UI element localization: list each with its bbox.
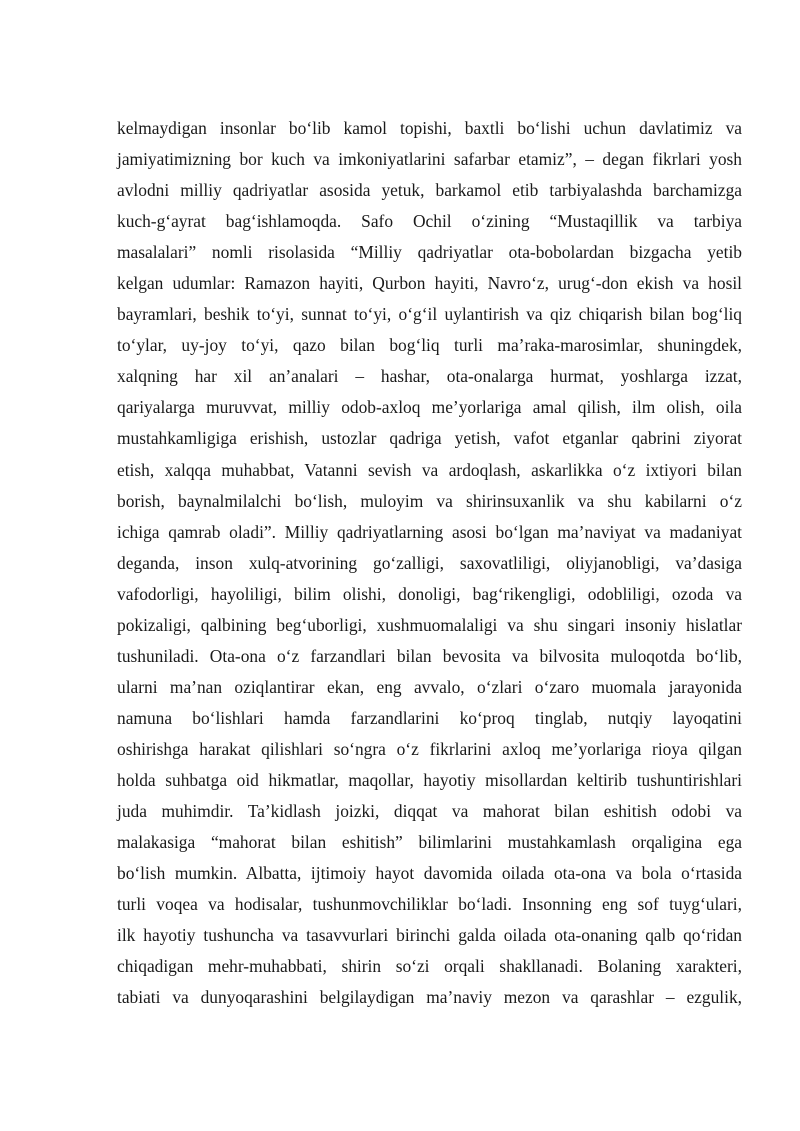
body-paragraph	[117, 113, 742, 1013]
text-line: bo‘lish mumkin. Albatta, ijtimoiy hayot davomida oilada ota-ona va bola o‘rtasida	[117, 863, 742, 884]
text-line: jamiyatimizning bor kuch va imkoniyatlarini safarbar etamiz”, – degan fikrlari yosh	[117, 149, 742, 170]
text-line: ichiga qamrab oladi”. Milliy qadriyatlarning asosi bo‘lgan ma’naviyat va madaniyat	[117, 521, 742, 542]
text-line: holda suhbatga oid hikmatlar, maqollar, hayotiy misollardan keltirib tushuntirishlari	[117, 769, 742, 790]
text-line: kuch-g‘ayrat bag‘ishlamoqda. Safo Ochil o‘zining “Mustaqillik va tarbiya	[117, 211, 742, 232]
text-line: oshirishga harakat qilishlari so‘ngra o‘z fikrlarini axloq me’yorlariga rioya qilgan	[117, 738, 742, 759]
text-line: qariyalarga muruvvat, milliy odob-axloq me’yorlariga amal qilish, ilm olish, oila	[117, 397, 742, 418]
text-line: xalqning har xil an’analari – hashar, ota-onalarga hurmat, yoshlarga izzat,	[117, 366, 742, 387]
text-line: tushuniladi. Ota-ona o‘z farzandlari bilan bevosita va bilvosita muloqotda bo‘lib,	[117, 645, 742, 666]
text-line: borish, baynalmilalchi bo‘lish, muloyim va shirinsuxanlik va shu kabilarni o‘z	[117, 490, 742, 511]
text-line: juda muhimdir. Ta’kidlash joizki, diqqat va mahorat bilan eshitish odobi va	[117, 801, 742, 822]
text-line: chiqadigan mehr-muhabbati, shirin so‘zi orqali shakllanadi. Bolaning xarakteri,	[117, 956, 742, 977]
text-line: pokizaligi, qalbining beg‘uborligi, xushmuomalaligi va shu singari insoniy hislatlar	[117, 614, 742, 635]
text-line: to‘ylar, uy-joy to‘yi, qazo bilan bog‘liq turli ma’raka-marosimlar, shuningdek,	[117, 335, 742, 356]
text-line: turli voqea va hodisalar, tushunmovchiliklar bo‘ladi. Insonning eng sof tuyg‘ulari,	[117, 894, 742, 915]
text-line: namuna bo‘lishlari hamda farzandlarini ko‘proq tinglab, nutqiy layoqatini	[117, 707, 742, 728]
text-line: bayramlari, beshik to‘yi, sunnat to‘yi, o‘g‘il uylantirish va qiz chiqarish bilan bog‘liq	[117, 304, 742, 325]
text-line: ilk hayotiy tushuncha va tasavvurlari birinchi galda oilada ota-onaning qalb qo‘ridan	[117, 925, 742, 946]
text-line: vafodorligi, hayoliligi, bilim olishi, donoligi, bag‘rikengligi, odobliligi, ozoda va	[117, 583, 742, 604]
text-line: deganda, inson xulq-atvorining go‘zalligi, saxovatliligi, oliyjanobligi, va’dasiga	[117, 552, 742, 573]
text-line: malakasiga “mahorat bilan eshitish” bilimlarini mustahkamlash orqaligina ega	[117, 832, 742, 853]
text-line: kelgan udumlar: Ramazon hayiti, Qurbon hayiti, Navro‘z, urug‘-don ekish va hosil	[117, 273, 742, 294]
text-line: mustahkamligiga erishish, ustozlar qadriga yetish, vafot etganlar qabrini ziyorat	[117, 428, 742, 449]
text-line: tabiati va dunyoqarashini belgilaydigan ma’naviy mezon va qarashlar – ezgulik,	[117, 987, 742, 1008]
text-line: etish, xalqqa muhabbat, Vatanni sevish va ardoqlash, askarlikka o‘z ixtiyori bilan	[117, 459, 742, 480]
text-line: avlodni milliy qadriyatlar asosida yetuk, barkamol etib tarbiyalashda barchamizga	[117, 180, 742, 201]
text-line: kelmaydigan insonlar bo‘lib kamol topishi, baxtli bo‘lishi uchun davlatimiz va	[117, 118, 742, 138]
text-line: masalalari” nomli risolasida “Milliy qadriyatlar ota-bobolardan bizgacha yetib	[117, 242, 742, 263]
text-line: ularni ma’nan oziqlantirar ekan, eng avvalo, o‘zlari o‘zaro muomala jarayonida	[117, 676, 742, 697]
